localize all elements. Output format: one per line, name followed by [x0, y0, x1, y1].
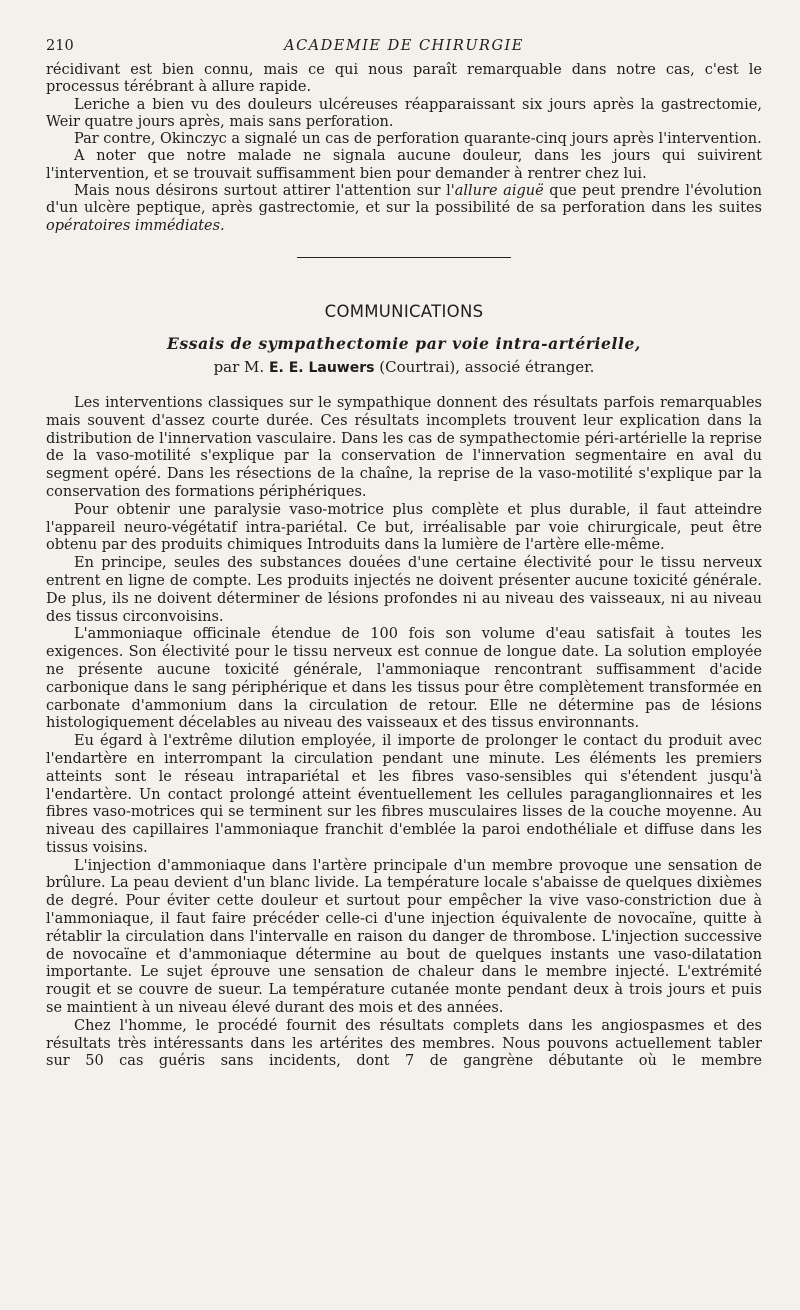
text-run: Pour obtenir une paralysie vaso-motrice plus complète et plus durable, il faut atteindre l'appareil neuro-végétatif intra-pariétal. Ce but, irréalisable par voie chirurgicale, peut être obtenu par des produits chimiques Introduits dans la lumière de l'artère elle-même.: [46, 501, 762, 554]
text-run: Par contre, Okinczyc a signalé un cas de perforation quarante-cinq jours après l'intervention.: [74, 131, 762, 148]
paragraph: [46, 555, 762, 626]
paragraph: [46, 733, 762, 858]
paragraph: [46, 502, 762, 555]
page-number: 210: [46, 38, 74, 54]
text-run: récidivant est bien connu, mais ce qui nous paraît remarquable dans notre cas, c'est le processus térébrant à allure rapide.: [46, 62, 762, 96]
text-run: que peut prendre l'évolution d'un ulcère peptique, après gastrectomie, et sur la possibilité de sa perforation dans les suites: [46, 183, 762, 217]
text-run: En principe, seules des substances douées d'une certaine électivité pour le tissu nerveux entrent en ligne de compte. Les produits injectés ne doivent présenter aucune toxicité générale. De plus, ils ne doivent déterminer de lésions profondes ni au niveau des vaisseaux, ni au niveau des tissus circonvoisins.: [46, 555, 762, 625]
paragraph: [46, 183, 762, 235]
paragraph: [46, 97, 762, 132]
text-run: Leriche a bien vu des douleurs ulcéreuses réapparaissant six jours après la gastrectomie, Weir quatre jours après, mais sans perforation.: [46, 96, 762, 130]
byline-affiliation: (Courtrai), associé étranger.: [374, 357, 595, 376]
paragraph: [46, 395, 762, 502]
journal-page: [46, 38, 762, 1071]
text-run: L'ammoniaque officinale étendue de 100 fois son volume d'eau satisfait à toutes les exigences. Son électivité pour le tissu nerveux est connue de longue date. La solution employée ne présente aucune toxicité générale, l'ammoniaque rencontrant suffisamment d'acide carbonique dans le sang périphérique et dans les tissus pour être complètement transformée en carbonate d'ammonium dans la circulation de retour. Elle ne détermine pas de lésions histologiquement décelables au niveau des vaisseaux et des tissus environnants.: [46, 626, 762, 732]
paragraph: [46, 626, 762, 733]
italic-text: allure aiguë: [454, 183, 544, 200]
text-run: Les interventions classiques sur le sympathique donnent des résultats parfois remarquables mais souvent d'assez courte durée. Ces résultats incomplets trouvent leur explication dans la distribution de l'innervation vasculaire. Dans les cas de sympathectomie péri-artérielle la reprise de la vaso-motilité s'explique par la conservation de l'innervation segmentaire en aval du segment opéré. Dans les résections de la chaîne, la reprise de la vaso-motilité s'explique par la conservation des formations périphériques.: [46, 394, 762, 500]
paragraph: [46, 1018, 762, 1071]
text-run: Mais nous désirons surtout attirer l'attention sur l': [74, 183, 455, 200]
byline-prefix: par M.: [213, 357, 269, 376]
article-body: [46, 395, 762, 1071]
article-title: Essais de sympathectomie par voie intra-artérielle,: [167, 333, 641, 353]
author-name: E. E. Lauwers: [268, 359, 375, 376]
text-run: Eu égard à l'extrême dilution employée, il importe de prolonger le contact du produit avec l'endartère en interrompant la circulation pendant une minute. Les éléments les premiers atteints sont le réseau intrapariétal et les fibres vaso-sensibles qui s'étendent jusqu'à l'endartère. Un contact prolongé atteint éventuellement les cellules paraganglionnaires et les fibres vaso-motrices qui se terminent sur les fibres musculaires lisses de la couche moyenne. Au niveau des capillaires l'ammoniaque franchit d'emblée la paroi endothéliale et diffuse dans les tissus voisins.: [46, 733, 762, 856]
paragraph: [46, 148, 762, 183]
section-title: COMMUNICATIONS: [324, 301, 484, 321]
text-run: A noter que notre malade ne signala aucune douleur, dans les jours qui suivirent l'intervention, et se trouvait suffisamment bien pour demander à rentrer chez lui.: [46, 148, 762, 182]
previous-article-conclusion: [46, 62, 762, 235]
page-header: [46, 38, 762, 62]
text-run: L'injection d'ammoniaque dans l'artère principale d'un membre provoque une sensation de brûlure. La peau devient d'un blanc livide. La température locale s'abaisse de quelques dixièmes de degré. Pour éviter cette douleur et surtout pour empêcher la vive vaso-constriction due à l'ammoniaque, il faut faire précéder celle-ci d'une injection équivalente de novocaïne, quitte à rétablir la circulation dans l'intervalle en raison du danger de thrombose. L'injection successive de novocaïne et d'ammoniaque détermine au bout de quelques instants une vaso-dilatation importante. Le sujet éprouve une sensation de chaleur dans le membre injecté. L'extrémité rougit et se couvre de sueur. La température cutanée monte pendant deux à trois jours et puis se maintient à un niveau élevé durant des mois et des années.: [46, 857, 762, 1017]
paragraph: [46, 62, 762, 97]
italic-text: opératoires immédiates.: [46, 217, 225, 234]
article-byline: [46, 358, 762, 376]
running-title: ACADEMIE DE CHIRURGIE: [284, 38, 524, 54]
paragraph: [46, 131, 762, 148]
paragraph: [46, 858, 762, 1018]
section-divider: [297, 257, 511, 258]
text-run: Chez l'homme, le procédé fournit des résultats complets dans les angiospasmes et des résultats très intéressants dans les artérites des membres. Nous pouvons actuellement tabler sur 50 cas guéris sans incidents, dont 7 de gangrène débutante où le membre: [46, 1017, 762, 1070]
